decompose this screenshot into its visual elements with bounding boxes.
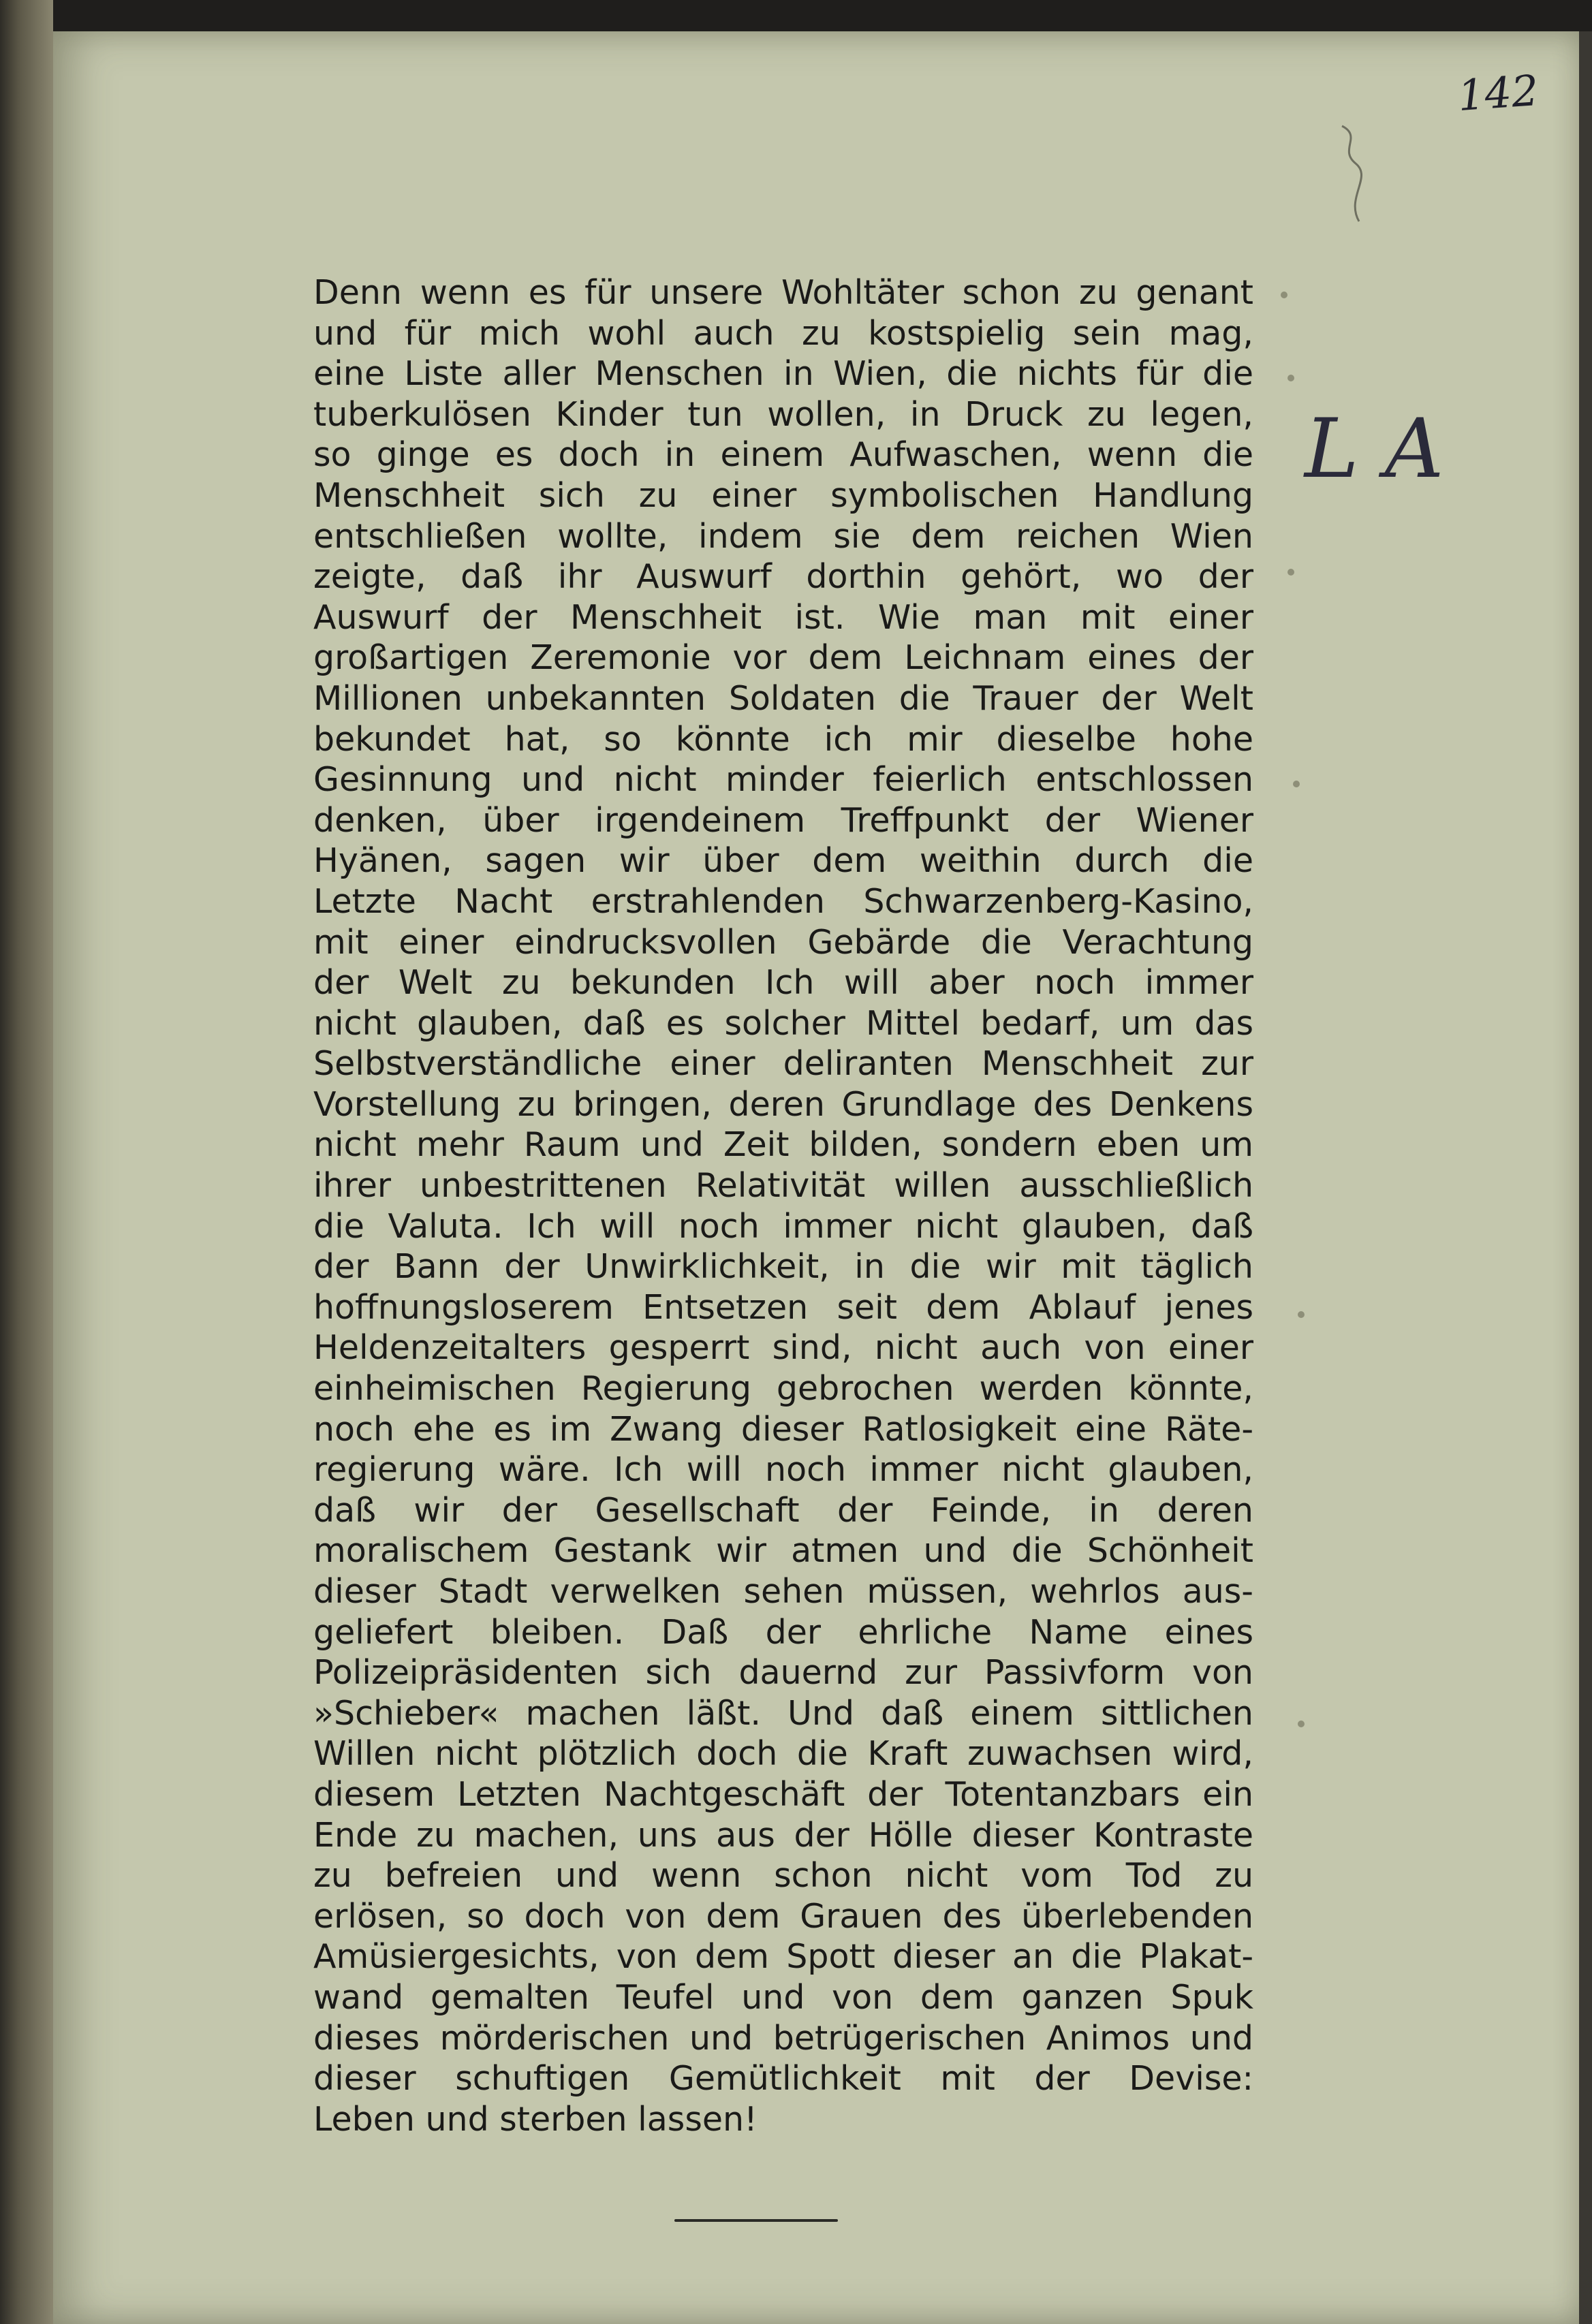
text-line: dieses mörderischen und betrügerischen Animos und	[313, 2018, 1253, 2058]
body-text	[313, 272, 1253, 2166]
text-line: tuberkulösen Kinder tun wollen, in Druck zu legen,	[313, 394, 1253, 434]
text-line: Vorstellung zu bringen, deren Grundlage des Denkens	[313, 1084, 1253, 1124]
text-line: Amüsiergesichts, von dem Spott dieser an die Plakat-	[313, 1937, 1253, 1977]
text-line: ihrer unbestrittenen Relativität willen ausschließlich	[313, 1166, 1253, 1206]
text-line: Hyänen, sagen wir über dem weithin durch die	[313, 841, 1253, 881]
text-line: Menschheit sich zu einer symbolischen Handlung	[313, 475, 1253, 515]
text-line: Selbstverständliche einer deliranten Menschheit zur	[313, 1044, 1253, 1084]
text-line: Letzte Nacht erstrahlenden Schwarzenberg-Kasino,	[313, 881, 1253, 921]
text-line: regierung wäre. Ich will noch immer nicht glauben,	[313, 1450, 1253, 1490]
text-line: »Schieber« machen läßt. Und daß einem sittlichen	[313, 1693, 1253, 1733]
page-number: 142	[1456, 65, 1540, 121]
text-line: moralischem Gestank wir atmen und die Schönheit	[313, 1531, 1253, 1571]
text-line: dieser Stadt verwelken sehen müssen, wehrlos aus-	[313, 1572, 1253, 1611]
text-line: noch ehe es im Zwang dieser Ratlosigkeit eine Räte-	[313, 1409, 1253, 1449]
text-line: Millionen unbekannten Soldaten die Trauer der Welt	[313, 678, 1253, 718]
page-edge	[1579, 31, 1592, 2324]
text-line: Willen nicht plötzlich doch die Kraft zuwachsen wird,	[313, 1734, 1253, 1774]
text-line: erlösen, so doch von dem Grauen des überlebenden	[313, 1896, 1253, 1936]
text-line: hoffnungsloserem Entsetzen seit dem Ablauf jenes	[313, 1287, 1253, 1327]
text-line: entschließen wollte, indem sie dem reichen Wien	[313, 516, 1253, 556]
text-line: dieser schuftigen Gemütlichkeit mit der Devise:	[313, 2059, 1253, 2099]
text-line: nicht mehr Raum und Zeit bilden, sondern eben um	[313, 1125, 1253, 1165]
margin-speck	[1293, 781, 1300, 787]
text-line: zu befreien und wenn schon nicht vom Tod zu	[313, 1856, 1253, 1896]
margin-speck	[1287, 375, 1294, 381]
text-line: Denn wenn es für unsere Wohltäter schon zu genant	[313, 273, 1253, 312]
text-line: Heldenzeitalters gesperrt sind, nicht auch von einer	[313, 1328, 1253, 1368]
text-line: Polizeipräsidenten sich dauernd zur Passivform von	[313, 1653, 1253, 1693]
text-line: nicht glauben, daß es solcher Mittel bedarf, um das	[313, 1003, 1253, 1043]
text-line: der Bann der Unwirklichkeit, in die wir mit täglich	[313, 1247, 1253, 1287]
text-line: Leben und sterben lassen!	[313, 2099, 758, 2139]
text-line: geliefert bleiben. Daß der ehrliche Name eines	[313, 1612, 1253, 1652]
text-line: großartigen Zeremonie vor dem Leichnam eines der	[313, 638, 1253, 678]
margin-speck	[1298, 1311, 1305, 1318]
text-line: so ginge es doch in einem Aufwaschen, wenn die	[313, 435, 1253, 475]
text-line: und für mich wohl auch zu kostspielig sein mag,	[313, 313, 1253, 353]
closing-rule	[674, 2219, 838, 2222]
text-line: Gesinnung und nicht minder feierlich entschlossen	[313, 760, 1253, 800]
text-line: einheimischen Regierung gebrochen werden könnte,	[313, 1369, 1253, 1409]
text-line: denken, über irgendeinem Treffpunkt der Wiener	[313, 800, 1253, 840]
margin-note-handwritten: L A	[1305, 402, 1444, 497]
margin-speck	[1298, 1721, 1305, 1727]
text-line: Auswurf der Menschheit ist. Wie man mit einer	[313, 597, 1253, 637]
text-line: der Welt zu bekunden Ich will aber noch immer	[313, 963, 1253, 1003]
margin-speck	[1281, 292, 1287, 298]
pencil-mark	[1335, 123, 1376, 225]
book-spine	[0, 0, 53, 2324]
text-line: daß wir der Gesellschaft der Feinde, in deren	[313, 1490, 1253, 1530]
text-line: eine Liste aller Menschen in Wien, die nichts für die	[313, 354, 1253, 394]
text-line: wand gemalten Teufel und von dem ganzen Spuk	[313, 1977, 1253, 2017]
text-line: Ende zu machen, uns aus der Hölle dieser Kontraste	[313, 1815, 1253, 1855]
text-line: diesem Letzten Nachtgeschäft der Totentanzbars ein	[313, 1774, 1253, 1814]
text-line: bekundet hat, so könnte ich mir dieselbe hohe	[313, 719, 1253, 759]
margin-speck	[1287, 569, 1294, 576]
text-line: mit einer eindrucksvollen Gebärde die Verachtung	[313, 922, 1253, 962]
text-line: zeigte, daß ihr Auswurf dorthin gehört, wo der	[313, 557, 1253, 597]
text-line: die Valuta. Ich will noch immer nicht glauben, daß	[313, 1206, 1253, 1246]
